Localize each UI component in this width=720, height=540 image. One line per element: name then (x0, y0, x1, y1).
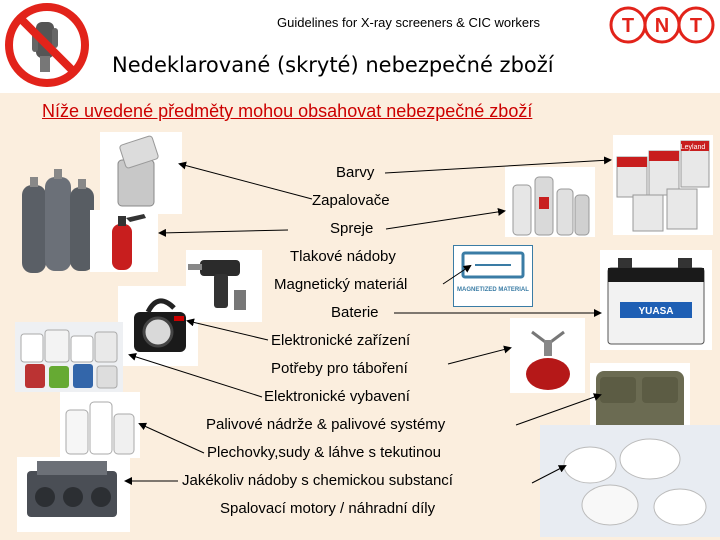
arrow-spreje (160, 230, 288, 233)
item-tlakove-nadoby: Tlakové nádoby (290, 248, 396, 265)
item-barvy: Barvy (336, 164, 375, 181)
paint-brand-text: Leyland (680, 144, 706, 151)
arrow-barvy (385, 160, 610, 173)
item-elektronicke-vybaveni: Elektronické vybavení (264, 388, 410, 405)
item-palivove-nadrze: Palivové nádrže & palivové systémy (206, 416, 446, 433)
header-guidelines-text: Guidelines for X-ray screeners & CIC workers (277, 15, 540, 30)
item-elektronicke-zarizeni: Elektronické zařízení (271, 332, 411, 349)
arrow-magneticky (443, 266, 470, 284)
arrow-plechovky (140, 424, 204, 453)
item-zapalovace: Zapalovače (312, 192, 390, 209)
arrow-tlakove (386, 211, 504, 229)
arrow-zapalovace (180, 164, 312, 199)
item-baterie: Baterie (331, 304, 379, 321)
arrow-elektronicke-vybaveni (130, 355, 262, 397)
arrow-palivove (516, 395, 600, 425)
magnet-label-text: MAGNETIZED MATERIAL (457, 287, 529, 293)
page-title: Nedeklarované (skryté) nebezpečné zboží (112, 53, 554, 77)
battery-brand-text: YUASA (638, 306, 674, 317)
tnt-logo-t2: T (689, 15, 703, 37)
arrow-jakekoliv (532, 466, 565, 483)
item-magneticky-material: Magnetický materiál (274, 276, 408, 293)
arrow-elektronicke-zarizeni (188, 321, 268, 340)
tnt-logo-n: N (654, 15, 670, 37)
arrow-tabore (448, 348, 510, 364)
item-spalovaci-motory: Spalovací motory / náhradní díly (220, 500, 436, 517)
tnt-logo-t1: T (621, 15, 635, 37)
item-potreby-pro-tabore: Potřeby pro táboření (271, 360, 408, 377)
item-plechovky-sudy: Plechovky,sudy & láhve s tekutinou (207, 444, 442, 461)
subtitle: Níže uvedené předměty mohou obsahovat nebezpečné zboží (42, 101, 533, 121)
item-jakekoliv-nadoby: Jakékoliv nádoby s chemickou substancí (182, 472, 453, 489)
item-spreje: Spreje (330, 220, 374, 237)
